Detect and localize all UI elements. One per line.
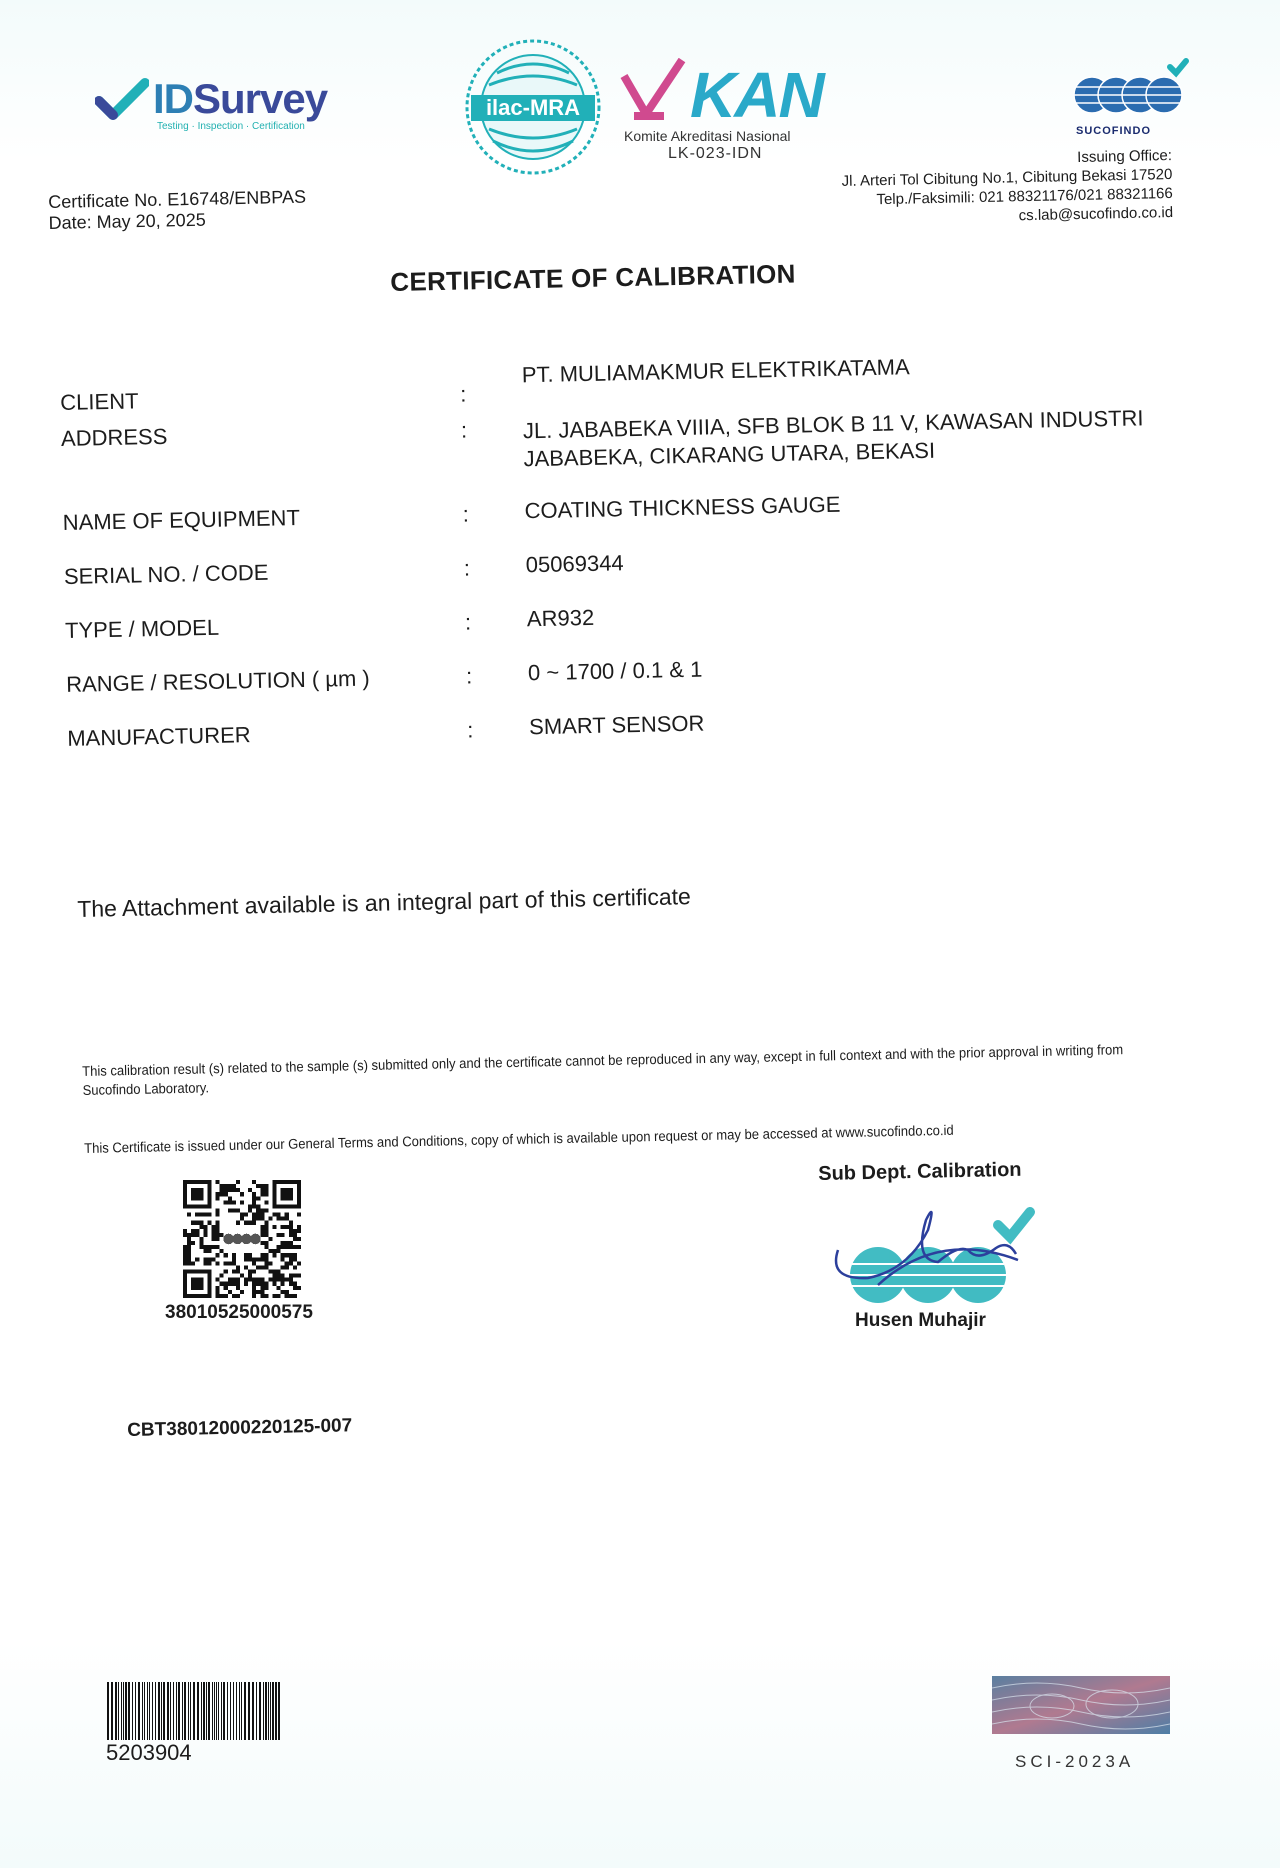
info-colon: :: [463, 555, 471, 581]
info-value: JL. JABABEKA VIIIA, SFB BLOK B 11 V, KAWASAN INDUSTRI: [522, 405, 1144, 444]
form-code: SCI-2023A: [1015, 1752, 1135, 1771]
issuing-office-address: Jl. Arteri Tol Cibitung No.1, Cibitung Bekasi 17520: [841, 165, 1173, 190]
certificate-meta: [48, 187, 307, 234]
info-value: COATING THICKNESS GAUGE: [524, 491, 841, 524]
qr-code-icon: [183, 1180, 301, 1298]
kan-check-icon: [620, 58, 686, 128]
certificate-date: Date: May 20, 2025: [48, 209, 206, 233]
info-label: SERIAL NO. / CODE: [63, 559, 269, 589]
kan-wordmark: KAN: [690, 59, 823, 131]
certificate-number: Certificate No. E16748/ENBPAS: [48, 186, 307, 212]
info-label: ADDRESS: [60, 423, 168, 451]
kan-subtitle: Komite Akreditasi Nasional: [624, 128, 791, 144]
hologram-icon: [992, 1676, 1170, 1734]
info-value: AR932: [526, 604, 595, 632]
attachment-note: The Attachment available is an integral part of this certificate: [77, 883, 692, 922]
certificate-title: CERTIFICATE OF CALIBRATION: [390, 258, 797, 297]
info-label: TYPE / MODEL: [64, 614, 220, 643]
reference-code: CBT38012000220125-007: [127, 1415, 353, 1441]
info-value: 05069344: [525, 550, 624, 578]
info-colon: :: [466, 717, 474, 743]
sucofindo-stamp: [818, 1190, 1038, 1325]
issuing-office-label: Issuing Office:: [1077, 146, 1173, 166]
terms-text: This Certificate is issued under our General Terms and Conditions, copy of which is available upon request or may be accessed at www.sucofindo.co.id: [84, 1121, 954, 1156]
idsurvey-tagline: Testing · Inspection · Certification: [157, 121, 305, 132]
kan-logo: [620, 58, 823, 168]
idsurvey-check-icon: [95, 77, 149, 125]
info-label: NAME OF EQUIPMENT: [62, 505, 301, 535]
info-colon: :: [459, 381, 467, 407]
barcode: [105, 1682, 283, 1740]
barcode-icon: [105, 1682, 283, 1740]
info-colon: :: [462, 501, 470, 527]
security-hologram: [992, 1676, 1170, 1734]
sucofindo-logo: [1070, 55, 1190, 140]
equipment-info: [60, 354, 1228, 780]
qr-number: 38010525000575: [165, 1302, 313, 1323]
info-colon: :: [465, 663, 473, 689]
info-value: SMART SENSOR: [528, 710, 705, 740]
disclaimer-text: This calibration result (s) related to the sample (s) submitted only and the certificate cannot be reproduced in any way, except in full context and with the prior approval in writing from Sucofindo Laboratory.: [82, 1041, 1124, 1098]
info-colon: :: [460, 417, 468, 443]
signature-stamp-icon: [818, 1190, 1038, 1325]
issuing-office: [841, 146, 1173, 229]
idsurvey-wordmark: IDSurvey: [153, 75, 328, 122]
ilac-label: ilac-MRA: [485, 95, 581, 120]
barcode-number: 5203904: [106, 1740, 192, 1765]
info-label: RANGE / RESOLUTION ( µm ): [65, 665, 370, 697]
info-colon: :: [464, 609, 472, 635]
info-value: PT. MULIAMAKMUR ELEKTRIKATAMA: [521, 354, 910, 388]
signature-department: Sub Dept. Calibration: [818, 1158, 1022, 1185]
verification-qr-code: [183, 1180, 301, 1298]
sucofindo-globe-icon: [1070, 55, 1190, 125]
ilac-mra-logo: [463, 37, 603, 177]
info-label: MANUFACTURER: [67, 722, 251, 751]
info-label: CLIENT: [60, 388, 139, 415]
kan-code: LK-023-IDN: [668, 145, 763, 162]
info-value: 0 ~ 1700 / 0.1 & 1: [527, 656, 703, 686]
issuing-office-phone: Telp./Faksimili: 021 88321176/021 88321166: [876, 184, 1174, 209]
signer-name: Husen Muhajir: [855, 1310, 986, 1331]
issuing-office-email: cs.lab@sucofindo.co.id: [1018, 203, 1174, 225]
sucofindo-name: SUCOFINDO: [1076, 125, 1151, 137]
idsurvey-logo: [95, 75, 355, 135]
info-value-line2: JABABEKA, CIKARANG UTARA, BEKASI: [523, 437, 936, 472]
